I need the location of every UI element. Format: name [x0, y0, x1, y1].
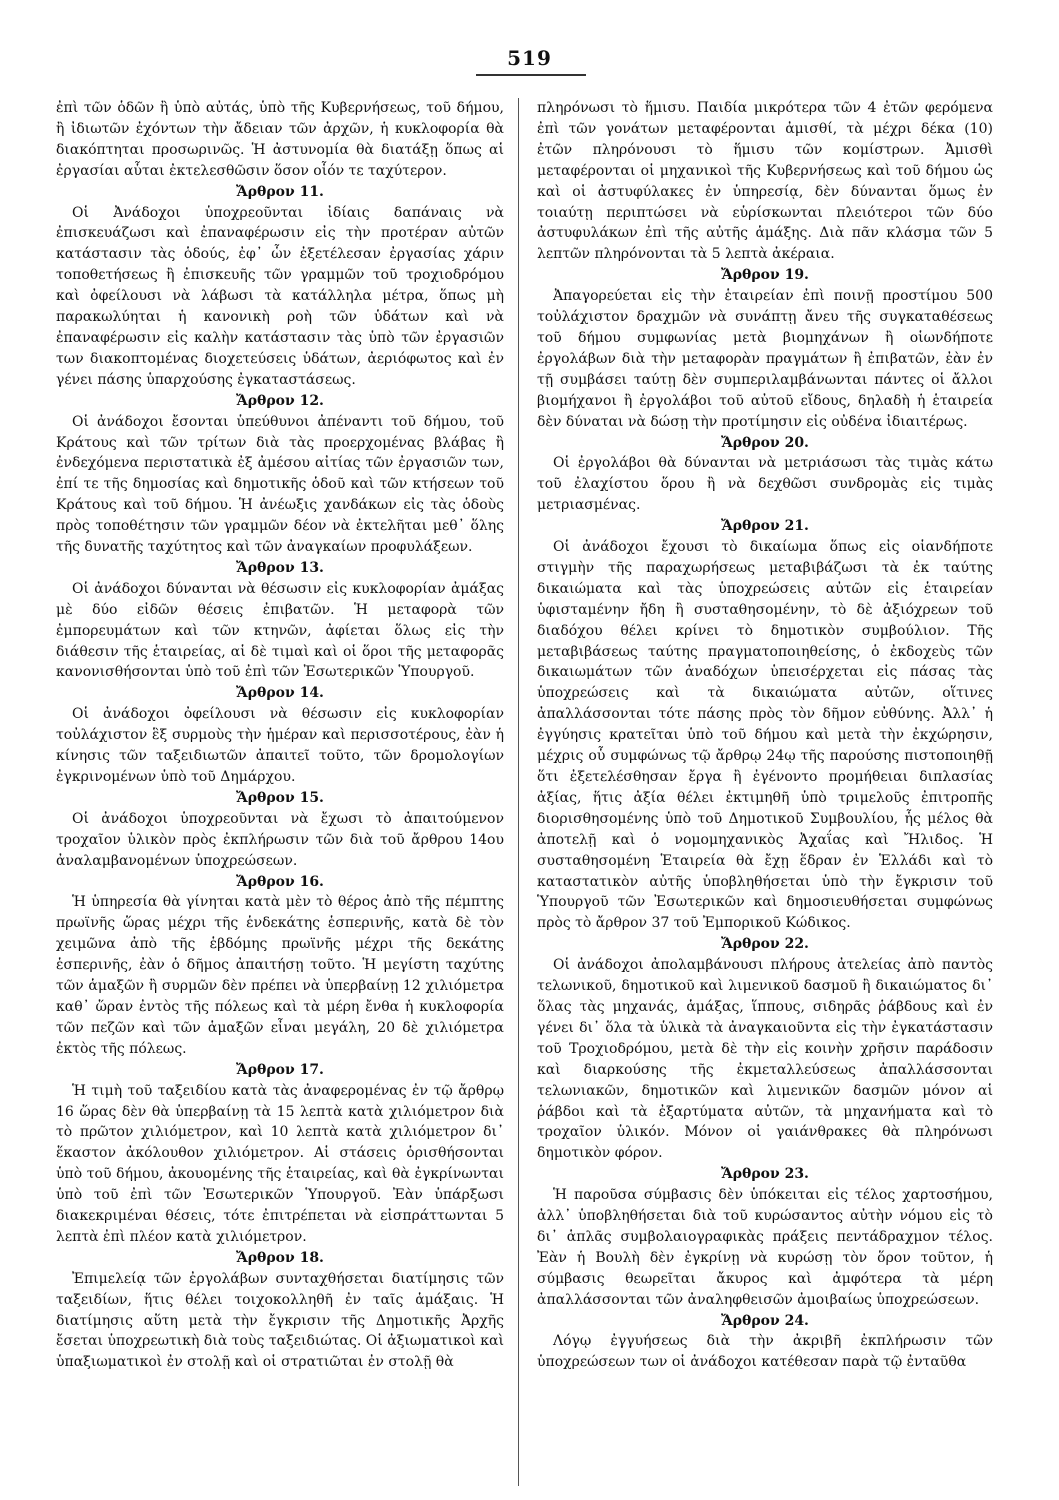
- paragraph: Οἱ ἀνάδοχοι ἔσονται ὑπεύθυνοι ἀπέναντι τοῦ δήμου, τοῦ Κράτους καὶ τῶν τρίτων διὰ τὰς προερχομένας βλάβας ἢ ἐνδεχόμενα περιστατικὰ ἐξ ἀμέσου αἰτίας τῶν ἐργασιῶν των, ἐπί τε τῆς δημοσίας καὶ δημοτικῆς ὁδοῦ καὶ τῶν κτήσεων τοῦ Κράτους καὶ τοῦ δήμου. Ἡ ἀνέωξις χανδάκων εἰς τὰς ὁδοὺς πρὸς τοποθέτησιν τῶν γραμμῶν δέον νὰ ἐκτελῆται μεθ᾽ ὅλης τῆς δυνατῆς ταχύτητος καὶ τῶν ἀναγκαίων προφυλάξεων.: [56, 413, 504, 556]
- article-heading: Ἄρθρον 14.: [236, 685, 324, 702]
- paragraph: Οἱ ἀνάδοχοι ὑποχρεοῦνται νὰ ἔχωσι τὸ ἀπαιτούμενον τροχαῖον ὑλικὸν πρὸς ἐκπλήρωσιν τῶν διὰ τοῦ ἄρθρου 14ου ἀναλαμβανομένων ὑποχρεώσεων.: [56, 810, 504, 869]
- column-divider: [518, 98, 519, 1486]
- article-heading: Ἄρθρον 21.: [721, 518, 809, 535]
- header-rule: [476, 74, 586, 76]
- paragraph: Ἡ τιμὴ τοῦ ταξειδίου κατὰ τὰς ἀναφερομένας ἐν τῷ ἄρθρῳ 16 ὥρας δὲν θὰ ὑπερβαίνῃ τὰ 15 λεπτὰ κατὰ χιλιόμετρον διὰ τὸ πρῶτον χιλιόμετρον, καὶ 10 λεπτὰ κατὰ χιλιόμετρον δι᾽ ἕκαστον ἀκόλουθον χιλιόμετρον. Αἱ στάσεις ὁρισθήσονται ὑπὸ τοῦ δήμου, ἀκουομένης τῆς ἑταιρείας, καὶ θὰ ἐγκρίνωνται ὑπὸ τοῦ ἐπὶ τῶν Ἐσωτερικῶν Ὑπουργοῦ. Ἐὰν ὑπάρξωσι διακεκριμέναι θέσεις, τότε ἐπιτρέπεται νὰ εἰσπράττωνται 5 λεπτὰ ἐπὶ πλέον κατὰ χιλιόμετρον.: [56, 1082, 504, 1245]
- article-heading: Ἄρθρον 13.: [236, 559, 324, 576]
- article-heading: Ἄρθρον 19.: [721, 267, 809, 284]
- article-heading: Ἄρθρον 22.: [721, 936, 809, 953]
- paragraph: Ἡ παροῦσα σύμβασις δὲν ὑπόκειται εἰς τέλος χαρτοσήμου, ἀλλ᾽ ὑποβληθήσεται διὰ τοῦ κυρώσαντος αὐτὴν νόμου εἰς τὸ δι᾽ ἁπλᾶς συμβολαιογραφικὰς πράξεις πεντάδραχμον τέλος. Ἐὰν ἡ Βουλὴ δὲν ἐγκρίνῃ νὰ κυρώσῃ τὸν ὅρον τοῦτον, ἡ σύμβασις θεωρεῖται ἄκυρος καὶ ἀμφότερα τὰ μέρη ἀπαλλάσσονται τῶν ἀναληφθεισῶν ἀμοιβαίως ὑποχρεώσεων.: [537, 1187, 993, 1308]
- paragraph: Ἡ ὑπηρεσία θὰ γίνηται κατὰ μὲν τὸ θέρος ἀπὸ τῆς πέμπτης πρωϊνῆς ὥρας μέχρι τῆς ἑνδεκάτης ἑσπερινῆς, κατὰ δὲ τὸν χειμῶνα ἀπὸ τῆς ἑβδόμης πρωϊνῆς μέχρι τῆς δεκάτης ἑσπερινῆς, ἐὰν ὁ δῆμος ἀπαιτήσῃ τοῦτο. Ἡ μεγίστη ταχύτης τῶν ἁμαξῶν ἢ συρμῶν δὲν πρέπει νὰ ὑπερβαίνῃ 12 χιλιόμετρα καθ᾽ ὥραν ἐντὸς τῆς πόλεως καὶ τὰ μέρη ἔνθα ἡ κυκλοφορία τῶν πεζῶν καὶ τῶν ἁμαξῶν εἶναι μεγάλη, 20 δὲ χιλιόμετρα ἐκτὸς τῆς πόλεως.: [56, 894, 504, 1057]
- article-heading: Ἄρθρον 16.: [236, 873, 324, 890]
- page-number: 519: [507, 46, 552, 70]
- article-heading: Ἄρθρον 18.: [236, 1249, 324, 1266]
- paragraph: ἐπὶ τῶν ὁδῶν ἢ ὑπὸ αὐτάς, ὑπὸ τῆς Κυβερνήσεως, τοῦ δήμου, ἢ ἰδιωτῶν ἐχόντων τὴν ἄδειαν τῶν ἀρχῶν, ἡ κυκλοφορία θὰ διακόπτηται προσωρινῶς. Ἡ ἀστυνομία θὰ διατάξῃ ὅπως αἱ ἐργασίαι αὗται ἐκτελεσθῶσιν ὅσον οἷόν τε ταχύτερον.: [56, 100, 504, 179]
- paragraph: Λόγῳ ἐγγυήσεως διὰ τὴν ἀκριβῆ ἐκπλήρωσιν τῶν ὑποχρεώσεων των οἱ ἀνάδοχοι κατέθεσαν παρὰ τῷ ἐνταῦθα: [537, 1333, 993, 1371]
- paragraph: Οἱ ἀνάδοχοι ἔχουσι τὸ δικαίωμα ὅπως εἰς οἱανδήποτε στιγμὴν τῆς παραχωρήσεως μεταβιβάζωσι τὰ ἐκ ταύτης δικαιώματα καὶ τὰς ὑποχρεώσεις αὐτῶν εἰς ἑταιρείαν ὑφισταμένην ἤδη ἢ συσταθησομένην, τὸ δὲ ἀξιόχρεων τοῦ διαδόχου θέλει κρίνει τὸ δημοτικὸν συμβούλιον. Τῆς μεταβιβάσεως ταύτης πραγματοποιηθείσης, ὁ ἐκδοχεὺς τῶν δικαιωμάτων τῶν ἀναδόχων ὑπεισέρχεται εἰς πάσας τὰς ὑποχρεώσεις καὶ τὰ δικαιώματα αὐτῶν, οἵτινες ἀπαλλάσσονται τότε πάσης πρὸς τὸν δῆμον εὐθύνης. Ἀλλ᾽ ἡ ἐγγύησις κρατεῖται ὑπὸ τοῦ δήμου καὶ μετὰ τὴν ἐκχώρησιν, μέχρις οὗ συμφώνως τῷ ἄρθρῳ 24ῳ τῆς παρούσης πιστοποιηθῇ ὅτι ἐξετελέσθησαν ἔργα ἢ ἐγένοντο προμήθειαι διπλασίας ἀξίας, ἥτις ἀξία θέλει ἐκτιμηθῆ ὑπὸ τριμελοῦς ἐπιτροπῆς διορισθησομένης ὑπὸ τοῦ Δημοτικοῦ Συμβουλίου, ἧς μέλος θὰ ἀποτελῇ καὶ ὁ νομομηχανικὸς Ἀχαΐας καὶ Ἤλιδος. Ἡ συσταθησομένη Ἑταιρεία θὰ ἔχῃ ἕδραν ἐν Ἑλλάδι καὶ τὸ καταστατικὸν αὐτῆς ὑποβληθήσεται ὑπὸ τὴν ἔγκρισιν τοῦ Ὑπουργοῦ τῶν Ἐσωτερικῶν καὶ δημοσιευθήσεται συμφώνως πρὸς τὸ ἄρθρον 37 τοῦ Ἐμπορικοῦ Κώδικος.: [537, 539, 993, 932]
- paragraph: Ἐπιμελείᾳ τῶν ἐργολάβων συνταχθήσεται διατίμησις τῶν ταξειδίων, ἥτις θέλει τοιχοκολληθῆ ἐν ταῖς ἁμάξαις. Ἡ διατίμησις αὕτη μετὰ τὴν ἔγκρισιν τῆς Δημοτικῆς Ἀρχῆς ἔσεται ὑποχρεωτικὴ διὰ τοὺς ταξειδιώτας. Οἱ ἀξιωματικοὶ καὶ ὑπαξιωματικοὶ ἐν στολῇ καὶ οἱ στρατιῶται ἐν στολῇ θὰ: [56, 1270, 504, 1371]
- article-heading: Ἄρθρον 15.: [236, 789, 324, 806]
- left-column: [56, 98, 504, 1493]
- article-heading: Ἄρθρον 11.: [236, 183, 324, 200]
- paragraph: πληρόνωσι τὸ ἥμισυ. Παιδία μικρότερα τῶν 4 ἐτῶν φερόμενα ἐπὶ τῶν γονάτων μεταφέρονται ἀμισθί, τὰ μέχρι δέκα (10) ἐτῶν πληρόνουσι τὸ ἥμισυ τῶν κομίστρων. Ἀμισθὶ μεταφέρονται οἱ μηχανικοὶ τῆς Κυβερνήσεως καὶ τοῦ δήμου ὡς καὶ οἱ ἀστυφύλακες ἐν ὑπηρεσίᾳ, δὲν δύνανται ὅμως ἐν τοιαύτῃ περιπτώσει νὰ εὑρίσκωνται πλειότεροι τῶν δύο ἀστυφυλάκων ἐπὶ τῆς αὐτῆς ἁμάξης. Διὰ πᾶν κλάσμα τῶν 5 λεπτῶν πληρόνονται τὰ 5 λεπτὰ ἀκέραια.: [537, 100, 993, 263]
- article-heading: Ἄρθρον 20.: [721, 434, 809, 451]
- article-heading: Ἄρθρον 12.: [236, 392, 324, 409]
- article-heading: Ἄρθρον 17.: [236, 1061, 324, 1078]
- right-column: [537, 98, 993, 1493]
- article-heading: Ἄρθρον 23.: [721, 1166, 809, 1183]
- paragraph: Οἱ ἀνάδοχοι δύνανται νὰ θέσωσιν εἰς κυκλοφορίαν ἀμάξας μὲ δύο εἰδῶν θέσεις ἐπιβατῶν. Ἡ μεταφορὰ τῶν ἐμπορευμάτων καὶ τῶν κτηνῶν, ἀφίεται ὅλως εἰς τὴν διάθεσιν τῆς ἑταιρείας, αἱ δὲ τιμαὶ καὶ οἱ ὅροι τῆς μεταφορᾶς κανονισθήσονται ὑπὸ τοῦ ἐπὶ τῶν Ἐσωτερικῶν Ὑπουργοῦ.: [56, 580, 504, 681]
- paragraph: Οἱ Ἀνάδοχοι ὑποχρεοῦνται ἰδίαις δαπάναις νὰ ἐπισκευάζωσι καὶ ἐπαναφέρωσιν εἰς τὴν προτέραν αὐτῶν κατάστασιν τὰς ὁδούς, ἐφ᾽ ὧν ἐξετέλεσαν ἐργασίας χάριν τοποθετήσεως ἢ ἐπισκευῆς τῶν γραμμῶν τοῦ τροχιοδρόμου καὶ ὀφείλουσι νὰ λάβωσι τὰ κατάλληλα μέτρα, ὅπως μὴ παρακωλύηται ἡ κανονικὴ ροὴ τῶν ὑδάτων καὶ νὰ ἐπαναφέρωσιν εἰς καλὴν κατάστασιν τὰς ὑπὸ τῶν ἐργασιῶν των διακοπτομένας διοχετεύσεις ὑδάτων, ἀεριόφωτος καὶ ἐν γένει πάσης ὑπαρχούσης ἐγκαταστάσεως.: [56, 204, 504, 388]
- paragraph: Οἱ ἀνάδοχοι ἀπολαμβάνουσι πλήρους ἀτελείας ἀπὸ παντὸς τελωνικοῦ, δημοτικοῦ καὶ λιμενικοῦ δασμοῦ ἢ δικαιώματος δι᾽ ὅλας τὰς μηχανάς, ἁμάξας, ἵππους, σιδηρᾶς ῥάβδους καὶ ἐν γένει δι᾽ ὅλα τὰ ὑλικὰ τὰ ἀναγκαιοῦντα εἰς τὴν ἐγκατάστασιν τοῦ Τροχιοδρόμου, μετὰ δὲ τὴν εἰς κοινὴν χρῆσιν παράδοσιν καὶ διαρκούσης τῆς ἐκμεταλλεύσεως ἀπαλλάσσονται τελωνιακῶν, δημοτικῶν καὶ λιμενικῶν δασμῶν μόνον αἱ ῥάβδοι καὶ τὰ ἐξαρτύματα αὐτῶν, τὰ μηχανήματα καὶ τὸ τροχαῖον ὑλικόν. Μόνον οἱ γαιάνθρακες θὰ πληρόνωσι δημοτικὸν φόρον.: [537, 957, 993, 1162]
- paragraph: Οἱ ἐργολάβοι θὰ δύνανται νὰ μετριάσωσι τὰς τιμὰς κάτω τοῦ ἐλαχίστου ὅρου ἢ νὰ δεχθῶσι συνδρομὰς εἰς τιμὰς μετριασμένας.: [537, 455, 993, 514]
- article-heading: Ἄρθρον 24.: [721, 1312, 809, 1329]
- paragraph: Ἀπαγορεύεται εἰς τὴν ἑταιρείαν ἐπὶ ποινῇ προστίμου 500 τοὐλάχιστον δραχμῶν νὰ συνάπτῃ ἄνευ τῆς συγκαταθέσεως τοῦ δήμου συμφωνίας μετὰ βιομηχάνων ἢ οἱωνδήποτε ἐργολάβων διὰ τὴν μεταφορὰν πραγμάτων ἢ ἐπιβατῶν, ἐὰν ἐν τῇ συμβάσει ταύτῃ δὲν συμπεριλαμβάνωνται πάντες οἱ ἄλλοι βιομήχανοι ἢ ἐργολάβοι τοῦ αὐτοῦ εἴδους, δηλαδὴ ἡ ἑταιρεία δὲν δύναται νὰ δώσῃ τὴν προτίμησιν εἰς οὐδένα ἰδιαιτέρως.: [537, 288, 993, 430]
- paragraph: Οἱ ἀνάδοχοι ὀφείλουσι νὰ θέσωσιν εἰς κυκλοφορίαν τοὐλάχιστον ἓξ συρμοὺς τὴν ἡμέραν καὶ περισσοτέρους, ἐὰν ἡ κίνησις τῶν ταξειδιωτῶν ἀπαιτεῖ τοῦτο, τῶν δρομολογίων ἐγκρινομένων ὑπὸ τοῦ Δημάρχου.: [56, 706, 504, 785]
